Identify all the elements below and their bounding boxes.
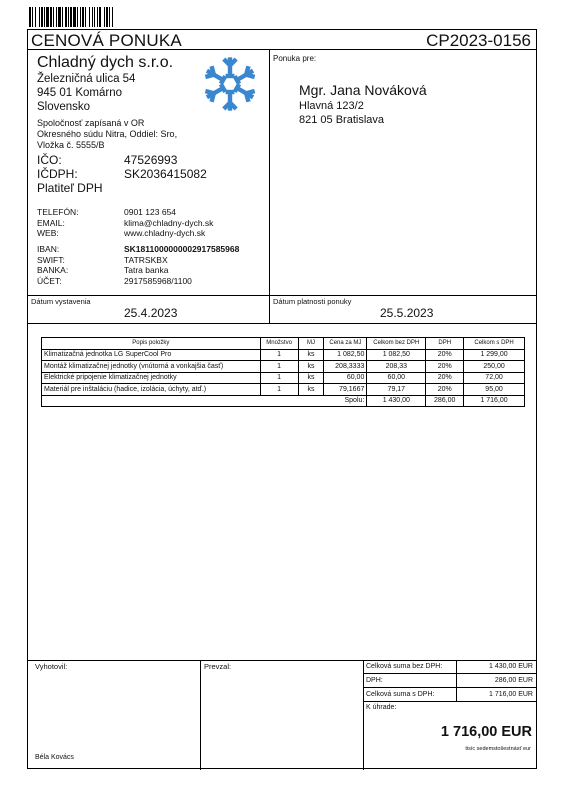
price-offer-document (27, 29, 537, 769)
barcode (29, 7, 147, 27)
item-vat-rate: 20% (426, 372, 464, 384)
registry-line: Vložka č. 5555/B (37, 140, 105, 150)
icdph-value: SK2036415082 (124, 167, 207, 181)
registry-line: Okresného súdu Nitra, Oddiel: Sro, (37, 129, 178, 139)
column-header: MJ (298, 338, 324, 350)
item-quantity: 1 (260, 372, 298, 384)
iban-value: SK1811000000002917585968 (124, 244, 240, 254)
totals-without-vat: 1 430,00 (367, 395, 426, 407)
valid-date-label: Dátum platnosti ponuky (273, 297, 352, 306)
item-unit-price: 1 082,50 (324, 349, 367, 361)
snowflake-arm (224, 92, 236, 111)
account-label: ÚČET: (37, 275, 62, 286)
item-unit-price: 60,00 (324, 372, 367, 384)
item-vat-rate: 20% (426, 361, 464, 373)
document-title: CENOVÁ PONUKA (31, 31, 182, 50)
snowflake-arm (234, 83, 256, 103)
item-unit: ks (298, 384, 324, 396)
totals-label: Spolu: (42, 395, 367, 407)
divider (28, 295, 536, 296)
amount-due: 1 716,00 EUR (440, 724, 532, 740)
divider (456, 660, 457, 673)
table-row (42, 349, 525, 361)
table-row (42, 372, 525, 384)
column-header: Celkom bez DPH (367, 338, 426, 350)
item-quantity: 1 (260, 361, 298, 373)
item-unit: ks (298, 361, 324, 373)
bank-value: Tatra banka (124, 265, 169, 275)
table-row (42, 361, 525, 373)
supplier-street: Železničná ulica 54 (37, 73, 136, 85)
item-total-with-vat: 72,00 (464, 372, 525, 384)
divider (269, 50, 270, 324)
amount-due-label: K úhrade: (366, 704, 397, 711)
snowflake-icon (201, 52, 259, 116)
supplier-ids (37, 153, 207, 195)
item-total-without-vat: 208,33 (367, 361, 426, 373)
ico-value: 47526993 (124, 153, 178, 167)
iban-label: IBAN: (37, 244, 60, 254)
item-unit-price: 208,3333 (324, 361, 367, 373)
totals-with-vat: 1 716,00 (464, 395, 525, 407)
summary-row (364, 660, 536, 674)
table-header-row (42, 338, 525, 350)
supplier-registry (37, 118, 177, 151)
item-quantity: 1 (260, 384, 298, 396)
column-header: Cena za MJ (324, 338, 367, 350)
supplier-city: 945 01 Komárno (37, 87, 123, 99)
item-total-with-vat: 1 299,00 (464, 349, 525, 361)
column-header: Celkom s DPH (464, 338, 525, 350)
web-value[interactable]: www.chladny-dych.sk (124, 228, 206, 238)
item-quantity: 1 (260, 349, 298, 361)
vat-payer: Platiteľ DPH (37, 181, 103, 195)
recipient-address (299, 81, 427, 127)
phone-value: 0901 123 654 (124, 207, 176, 217)
item-unit-price: 79,1667 (324, 384, 367, 396)
recipient-label: Ponuka pre: (273, 54, 317, 63)
item-vat-rate: 20% (426, 384, 464, 396)
item-description: Materiál pre inštaláciu (hadice, izolácia, úchyty, atď.) (42, 384, 261, 396)
swift-label: SWIFT: (37, 254, 65, 265)
summary-row (364, 674, 536, 688)
title-bar (28, 30, 536, 50)
issued-date-label: Dátum vystavenia (31, 297, 91, 306)
divider (28, 323, 536, 324)
item-unit: ks (298, 349, 324, 361)
sum-without-vat-label: Celková suma bez DPH: (366, 663, 443, 670)
amount-due-in-words: tisíc sedemstošestnásť eur (465, 746, 531, 752)
item-description: Montáž klimatizačnej jednotky (vnútorná a vonkajšia časť) (42, 361, 261, 373)
barcode-bar (113, 7, 115, 27)
phone-label: TELEFÓN: (37, 207, 79, 217)
recipient-name: Mgr. Jana Nováková (299, 82, 427, 98)
snowflake-arm (234, 65, 256, 85)
divider (200, 660, 201, 770)
email-label: EMAIL: (37, 217, 65, 228)
ico-label: IČO: (37, 153, 62, 167)
received-by-label: Prevzal: (204, 662, 232, 671)
items-table (41, 337, 525, 407)
table-row (42, 384, 525, 396)
email-value[interactable]: klima@chladny-dych.sk (124, 217, 214, 228)
item-unit: ks (298, 372, 324, 384)
supplier-bank (37, 244, 239, 286)
issued-by-label: Vyhotovil: (35, 662, 68, 671)
item-total-without-vat: 60,00 (367, 372, 426, 384)
item-vat-rate: 20% (426, 349, 464, 361)
item-total-with-vat: 250,00 (464, 361, 525, 373)
snowflake-arm (204, 65, 226, 85)
item-description: Elektrické pripojenie klimatizačnej jednotky (42, 372, 261, 384)
column-header: DPH (426, 338, 464, 350)
vat-label: DPH: (366, 677, 383, 684)
supplier-contacts (37, 207, 213, 239)
recipient-street: Hlavná 123/2 (299, 100, 364, 112)
issued-by-name: Béla Kovács (35, 754, 74, 761)
web-label: WEB: (37, 228, 59, 238)
snowflake-arm (204, 83, 226, 103)
document-number: CP2023-0156 (426, 31, 531, 50)
item-total-without-vat: 79,17 (367, 384, 426, 396)
icdph-label: IČDPH: (37, 167, 78, 181)
snowflake-shape (204, 57, 256, 110)
table-totals-row (42, 395, 525, 407)
item-total-with-vat: 95,00 (464, 384, 525, 396)
recipient-city: 821 05 Bratislava (299, 114, 384, 126)
item-description: Klimatizačná jednotka LG SuperCool Pro (42, 349, 261, 361)
vat-amount: 286,00 EUR (494, 677, 533, 684)
item-total-without-vat: 1 082,50 (367, 349, 426, 361)
issued-date: 25.4.2023 (124, 306, 178, 320)
registry-line: Spoločnosť zapísaná v OR (37, 118, 145, 128)
column-header: Popis položky (42, 338, 261, 350)
summary-row (364, 688, 536, 702)
supplier-name: Chladný dych s.r.o. (37, 54, 174, 71)
divider (456, 688, 457, 701)
divider (456, 674, 457, 687)
bank-label: BANKA: (37, 265, 69, 275)
column-header: Množstvo (260, 338, 298, 350)
totals-vat: 286,00 (426, 395, 464, 407)
snowflake-arm (224, 57, 236, 76)
sum-with-vat-label: Celková suma s DPH: (366, 691, 435, 698)
supplier-address (37, 72, 135, 114)
supplier-country: Slovensko (37, 101, 91, 113)
sum-without-vat: 1 430,00 EUR (489, 663, 533, 670)
sum-with-vat: 1 716,00 EUR (489, 691, 533, 698)
valid-date: 25.5.2023 (380, 306, 434, 320)
swift-value: TATRSKBX (124, 254, 168, 265)
summary-box (364, 660, 536, 702)
account-value: 2917585968/1100 (124, 275, 192, 286)
